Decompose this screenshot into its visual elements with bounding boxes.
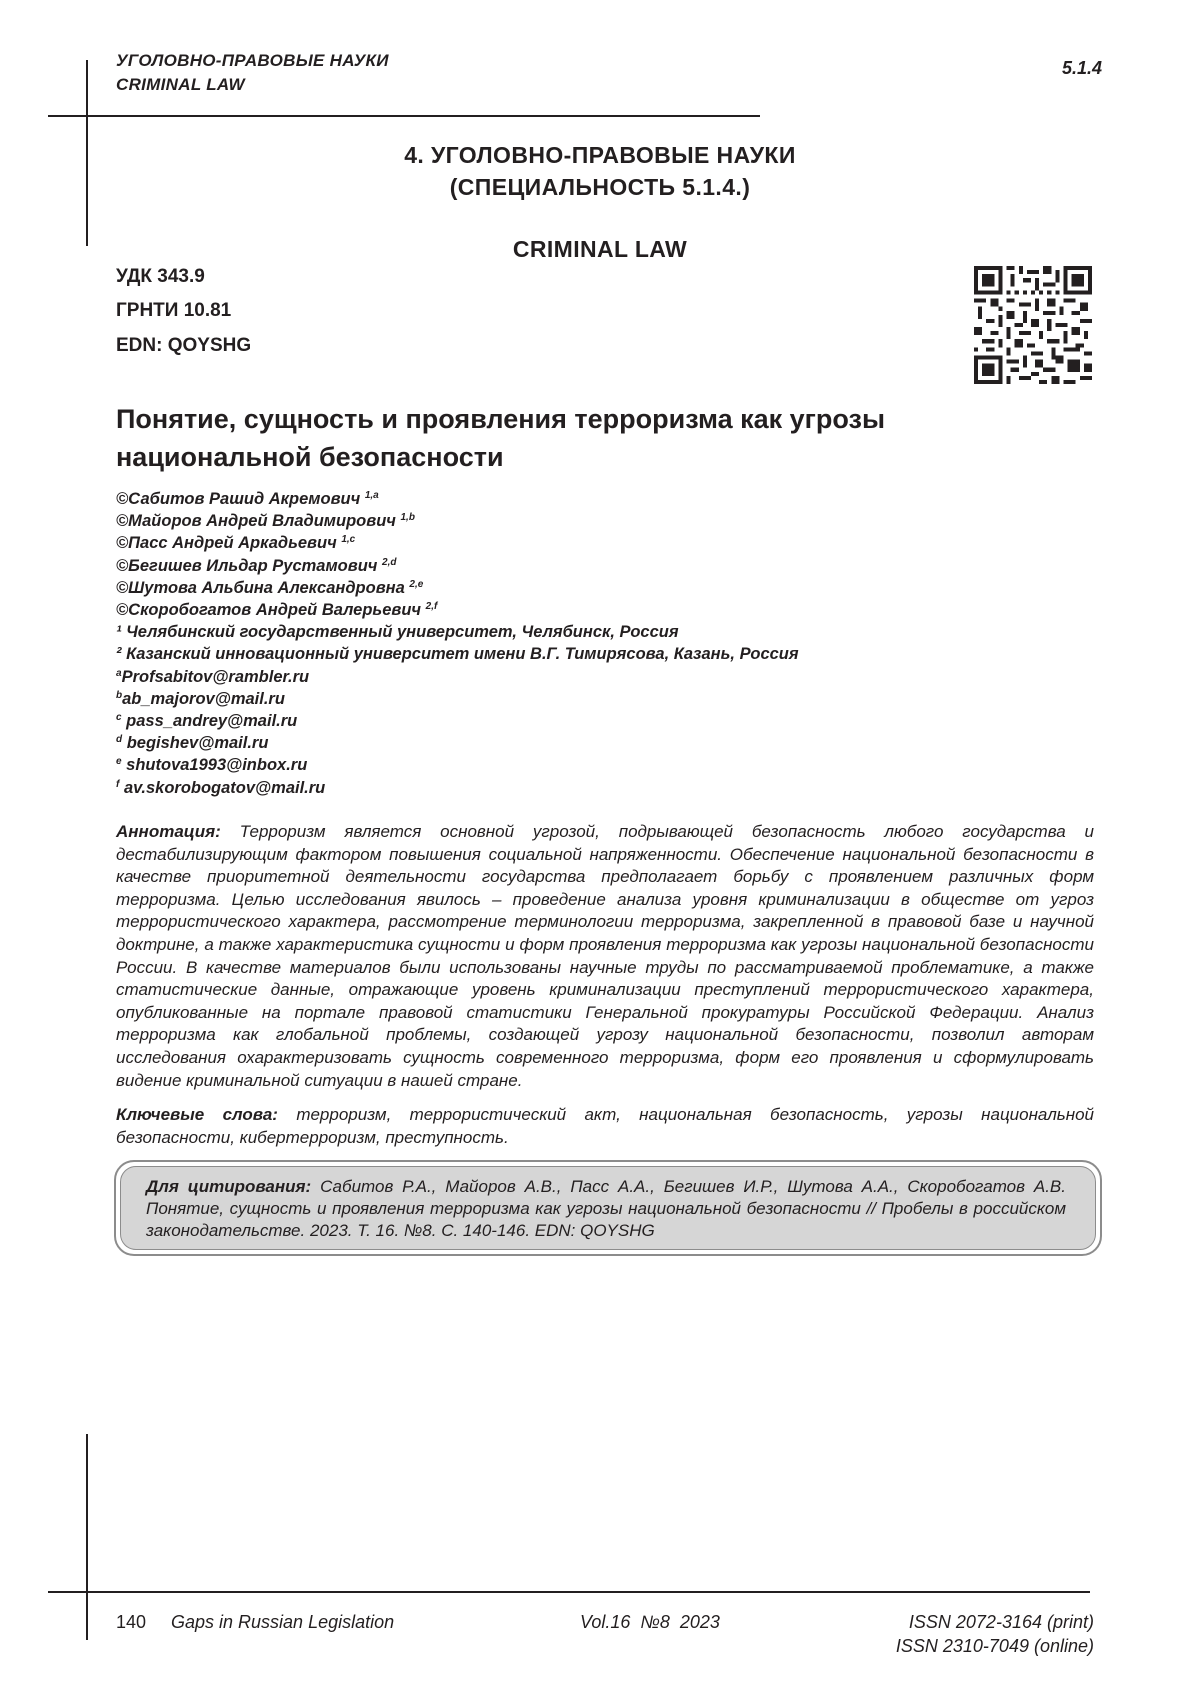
affiliation-line: ¹ Челябинский государственный университет, Челябинск, Россия: [116, 621, 1116, 643]
footer-vertical-rule: [86, 1434, 88, 1640]
citation-text: Сабитов Р.А., Майоров А.В., Пасс А.А., Бегишев И.Р., Шутова А.А., Скоробогатов А.В. Понятие, сущность и проявления терроризма как угрозы национальной безопасности // Пробелы в российском законодательстве. 2023. Т. 16. №8. С. 140-146. EDN: QOYSHG: [146, 1177, 1066, 1240]
author-line: ©Бегишев Ильдар Рустамович 2,d: [116, 555, 1116, 577]
edn-code: EDN: QOYSHG: [116, 335, 251, 357]
email-line: f av.skorobogatov@mail.ru: [116, 777, 1116, 799]
page-number: 140: [116, 1610, 146, 1634]
citation-label: Для цитирования:: [146, 1177, 311, 1196]
email-line: c pass_andrey@mail.ru: [116, 710, 1116, 732]
article-title-line2: национальной безопасности: [116, 438, 956, 476]
running-header-section-en: CRIMINAL LAW: [116, 73, 245, 96]
author-line: ©Шутова Альбина Александровна 2,e: [116, 577, 1116, 599]
running-header-code: 5.1.4: [1062, 58, 1102, 79]
author-line: ©Пасс Андрей Аркадьевич 1,c: [116, 532, 1116, 554]
affiliation-line: ² Казанский инновационный университет имени В.Г. Тимирясова, Казань, Россия: [116, 643, 1116, 665]
author-line: ©Скоробогатов Андрей Валерьевич 2,f: [116, 599, 1116, 621]
citation-box: [114, 1160, 1102, 1256]
abstract-label: Аннотация:: [116, 822, 221, 841]
article-title: [116, 400, 956, 476]
abstract: [116, 821, 1094, 1092]
email-line: bab_majorov@mail.ru: [116, 688, 1116, 710]
journal-name: Gaps in Russian Legislation: [171, 1610, 394, 1634]
article-title-line1: Понятие, сущность и проявления терроризма как угрозы: [116, 400, 956, 438]
author-block: [116, 488, 1116, 799]
keywords-text: терроризм, террористический акт, национальная безопасность, угрозы национальной безопасности, кибертерроризм, преступность.: [116, 1105, 1094, 1147]
issn-print: ISSN 2072-3164 (print): [909, 1610, 1094, 1634]
volume-issue: Vol.16 №8 2023: [580, 1610, 720, 1634]
email-line: d begishev@mail.ru: [116, 732, 1116, 754]
section-heading-english: CRIMINAL LAW: [0, 233, 1200, 265]
keywords-label: Ключевые слова:: [116, 1105, 278, 1124]
udk-code: УДК 343.9: [116, 266, 205, 288]
issn-online: ISSN 2310-7049 (online): [896, 1634, 1094, 1658]
qr-code-icon: [974, 266, 1092, 384]
section-heading-line2: (СПЕЦИАЛЬНОСТЬ 5.1.4.): [0, 171, 1200, 203]
email-line: e shutova1993@inbox.ru: [116, 754, 1116, 776]
author-line: ©Майоров Андрей Владимирович 1,b: [116, 510, 1116, 532]
author-line: ©Сабитов Рашид Акремович 1,a: [116, 488, 1116, 510]
abstract-text: Терроризм является основной угрозой, подрывающей безопасность любого государства и дестабилизирующим фактором повышения социальной напряженности. Обеспечение национальной безопасности в качестве приоритетной деятельности государства предполагает борьбу с проявлением различных форм терроризма. Целью исследования явилось – проведение анализа уровня криминализации в обществе от угроз террористического характера, рассмотрение терминологии терроризма, закрепленной в правовой базе и научной доктрине, а также характеристика сущности и форм проявления терроризма как угрозы национальной безопасности России. В качестве материалов были использованы научные труды по рассматриваемой проблематике, а также статистические данные, отражающие уровень криминализации преступлений террористического характера, опубликованные на портале правовой статистики Генеральной прокуратуры Российской Федерации. Анализ терроризма как глобальной проблемы, создающей угрозу национальной безопасности, позволил авторам исследования охарактеризовать сущность современного терроризма, форм его проявления и сформулировать видение криминальной ситуации в нашей стране.: [116, 822, 1094, 1090]
section-heading-line1: 4. УГОЛОВНО-ПРАВОВЫЕ НАУКИ: [0, 139, 1200, 171]
header-horizontal-rule: [48, 115, 760, 117]
grnti-code: ГРНТИ 10.81: [116, 300, 231, 322]
keywords: [116, 1104, 1094, 1149]
footer-horizontal-rule: [48, 1591, 1090, 1593]
running-header-section-ru: УГОЛОВНО-ПРАВОВЫЕ НАУКИ: [116, 49, 389, 72]
email-line: aProfsabitov@rambler.ru: [116, 666, 1116, 688]
